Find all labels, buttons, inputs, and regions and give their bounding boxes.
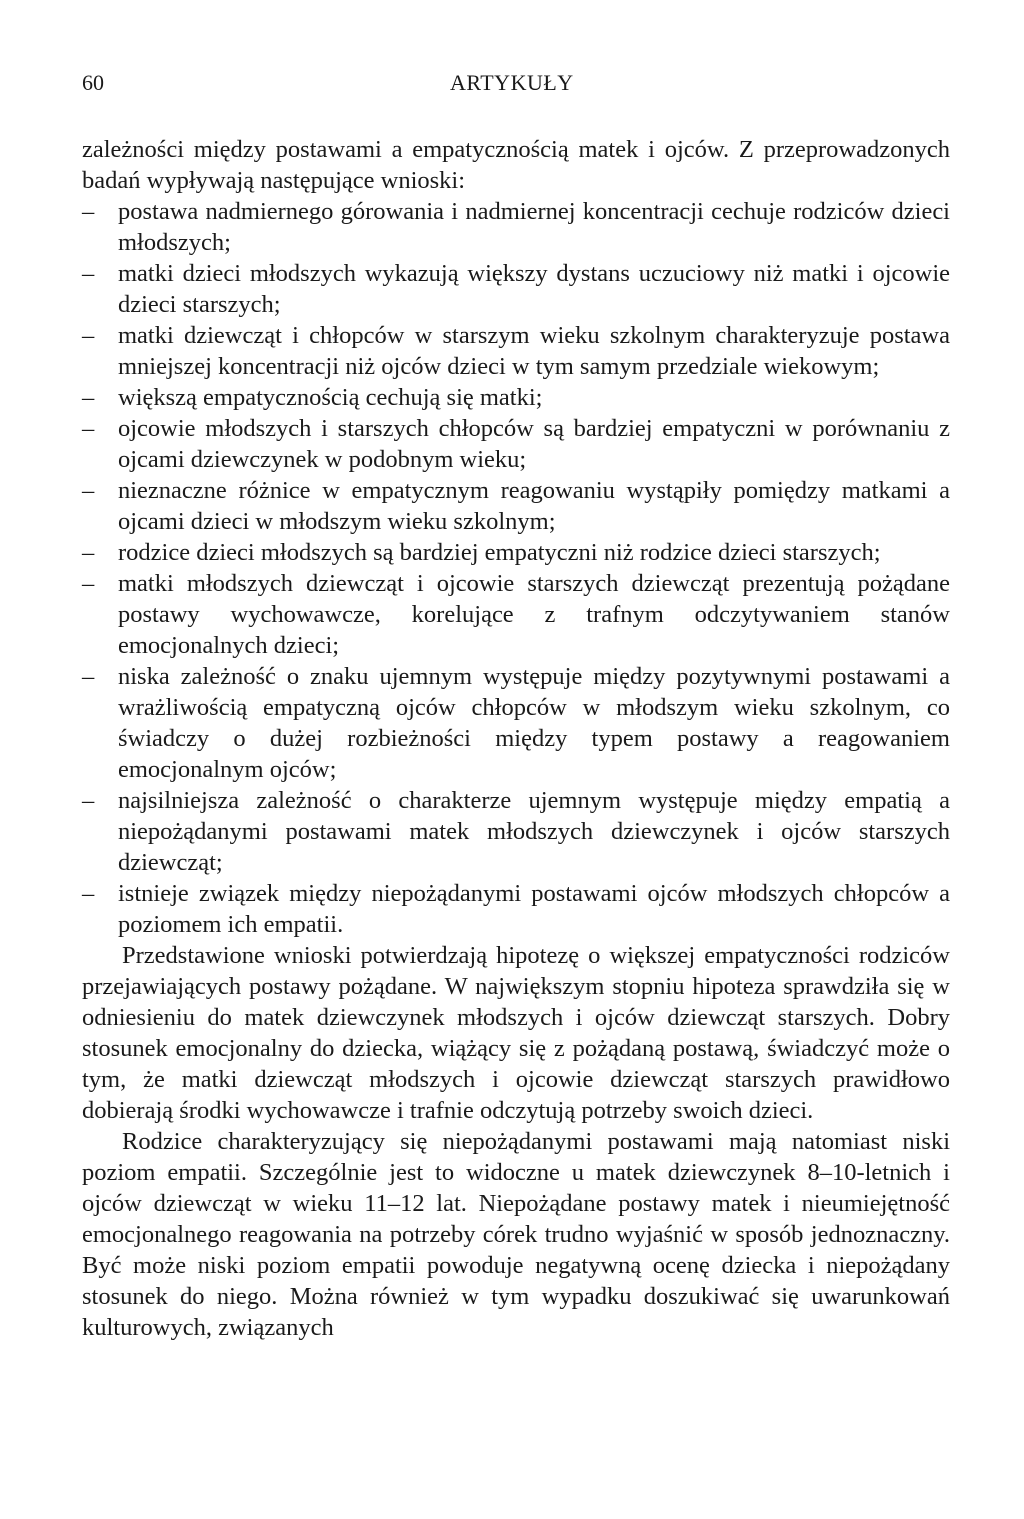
- list-item: [82, 537, 950, 568]
- list-item-text: niska zależność o znaku ujemnym występuje między pozytywnymi postawami a wrażliwością empatyczną ojców chłopców w młodszym wieku szkolnym, co świadczy o dużej rozbieżności między typem postawy a reagowaniem emocjonalnym ojców;: [118, 663, 950, 783]
- list-dash: –: [82, 539, 95, 566]
- list-dash: –: [82, 663, 95, 690]
- list-item-text: istnieje związek między niepożądanymi postawami ojców młodszych chłopców a poziomem ich empatii.: [118, 880, 950, 938]
- list-item: [82, 258, 950, 320]
- list-item: [82, 320, 950, 382]
- body-paragraph: Rodzice charakteryzujący się niepożądanymi postawami mają natomiast niski poziom empatii. Szczególnie jest to widoczne u matek dziewczynek 8–10-letnich i ojców dziewcząt w wieku 11–12 lat. Niepożądane postawy matek i nieumiejętność emocjonalnego reagowania na potrzeby córek trudno wyjaśnić w sposób jednoznaczny. Być może niski poziom empatii powoduje negatywną ocenę dziecka i niepożądany stosunek do niego. Można również w tym wypadku doszukiwać się uwarunkowań kulturowych, związanych: [82, 1128, 950, 1341]
- list-item-text: większą empatycznością cechują się matki;: [118, 384, 543, 411]
- body-paragraph: Przedstawione wnioski potwierdzają hipotezę o większej empatyczności rodziców przejawiających postawy pożądane. W największym stopniu hipoteza sprawdziła się w odniesieniu do matek dziewczynek młodszych i ojców dziewcząt starszych. Dobry stosunek emocjonalny do dziecka, wiążący się z pożądaną postawą, świadczyć może o tym, że matki dziewcząt młodszych i ojcowie dziewcząt starszych prawidłowo dobierają środki wychowawcze i trafnie odczytują potrzeby swoich dzieci.: [82, 942, 950, 1124]
- list-item-text: rodzice dzieci młodszych są bardziej empatyczni niż rodzice dzieci starszych;: [118, 539, 881, 566]
- list-item: [82, 878, 950, 940]
- list-item: [82, 382, 950, 413]
- running-title: ARTYKUŁY: [450, 70, 574, 95]
- list-item: [82, 785, 950, 878]
- list-dash: –: [82, 260, 95, 287]
- list-dash: –: [82, 322, 95, 349]
- list-dash: –: [82, 787, 95, 814]
- list-item-text: matki dzieci młodszych wykazują większy dystans uczuciowy niż matki i ojcowie dzieci starszych;: [118, 260, 950, 318]
- list-item-text: matki dziewcząt i chłopców w starszym wieku szkolnym charakteryzuje postawa mniejszej koncentracji niż ojców dzieci w tym samym przedziale wiekowym;: [118, 322, 950, 380]
- list-dash: –: [82, 198, 95, 225]
- document-page: [82, 0, 950, 1343]
- list-item: [82, 413, 950, 475]
- page-header: [82, 70, 950, 110]
- list-item: [82, 196, 950, 258]
- list-dash: –: [82, 477, 95, 504]
- list-dash: –: [82, 570, 95, 597]
- page-number: 60: [82, 70, 104, 95]
- list-dash: –: [82, 384, 95, 411]
- list-item-text: matki młodszych dziewcząt i ojcowie starszych dziewcząt prezentują pożądane postawy wychowawcze, korelujące z trafnym odczytywaniem stanów emocjonalnych dzieci;: [118, 570, 950, 659]
- intro-paragraph: zależności między postawami a empatycznością matek i ojców. Z przeprowadzonych badań wypływają następujące wnioski:: [82, 136, 950, 194]
- list-item: [82, 661, 950, 785]
- list-item: [82, 475, 950, 537]
- list-dash: –: [82, 880, 95, 907]
- list-item-text: nieznaczne różnice w empatycznym reagowaniu wystąpiły pomiędzy matkami a ojcami dzieci w młodszym wieku szkolnym;: [118, 477, 950, 535]
- list-item-text: postawa nadmiernego górowania i nadmiernej koncentracji cechuje rodziców dzieci młodszych;: [118, 198, 950, 256]
- conclusions-list: [82, 196, 950, 940]
- list-item: [82, 568, 950, 661]
- article-body: [82, 134, 950, 1343]
- list-item-text: najsilniejsza zależność o charakterze ujemnym występuje między empatią a niepożądanymi postawami matek młodszych dziewczynek i ojców starszych dziewcząt;: [118, 787, 950, 876]
- list-item-text: ojcowie młodszych i starszych chłopców są bardziej empatyczni w porównaniu z ojcami dziewczynek w podobnym wieku;: [118, 415, 950, 473]
- list-dash: –: [82, 415, 95, 442]
